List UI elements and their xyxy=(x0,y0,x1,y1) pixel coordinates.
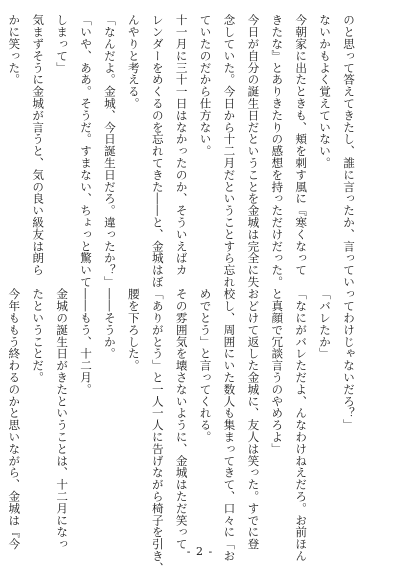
text-line: 念していた。今日から十二月だということすら忘れ xyxy=(222,14,237,288)
text-line: 今日が自分の誕生日だということを金城は完全に失 xyxy=(246,14,261,288)
text-line: レンダーをめくるのを忘れてきた――と、金城はぼ xyxy=(150,14,165,288)
text-line: と真顔で冗談言うのやめろよ」 xyxy=(270,288,285,455)
text-line: 十一月に三十一日はなかったのか、そういえばカ xyxy=(174,14,189,276)
text-line: ――もう、十二月。 xyxy=(79,288,94,396)
text-line: めでとう」と言ってくれる。 xyxy=(198,288,213,443)
text-line: その雰囲気を壊さないように、金城はただ笑って xyxy=(174,288,189,550)
text-line: ていたのだから仕方ない。 xyxy=(198,14,213,157)
text-line: ってわけじゃないだろ？」 xyxy=(342,288,356,431)
page-number: - 2 - xyxy=(186,545,214,558)
text-line: んやりと考える。 xyxy=(126,14,141,110)
text-line: 腰を下ろした。 xyxy=(126,288,141,372)
text-line: きたな』とありきたりの感想を持っただけだった。 xyxy=(270,14,285,288)
bottom-text-block xyxy=(7,288,360,574)
text-line: のと思って答えてきたし、誰に言ったか、言ってい xyxy=(342,14,356,288)
text-line: 金城の誕生日がきたということは、十二月になっ xyxy=(55,288,70,550)
top-text-block xyxy=(7,14,360,288)
text-line: かに笑った。 xyxy=(7,14,22,86)
text-line: 今朝家に出たときも、頬を刺す風に『寒くなって xyxy=(294,14,309,276)
text-line: ないかもよく覚えていない。 xyxy=(318,14,333,169)
text-line: 校し、周囲にいた数人も集まってきて、口々に「お xyxy=(222,288,237,562)
text-line: 「バレたか」 xyxy=(318,288,333,360)
text-line: 気まずそうに金城が言うと、気の良い級友は朗ら xyxy=(31,14,46,276)
text-line: 「ありがとう」と一人一人に告げながら椅子を引き、 xyxy=(150,288,165,574)
text-line: しまって」 xyxy=(55,14,70,74)
text-line: 今年ももう終わるのかと思いながら、金城は『今 xyxy=(7,288,22,550)
text-line: 「なんだよ。金城、今日誕生日だろ。違ったか？」 xyxy=(102,14,117,288)
text-line: 「なにがバレただよ、んなわけねえだろ。お前ほん xyxy=(294,288,309,562)
text-line: おどけて返した金城に、友人は笑った。すでに登 xyxy=(246,288,261,550)
text-line: たということだ。 xyxy=(31,288,46,384)
text-line: 「いや、ああ。そうだ。すまない、ちょっと驚いて xyxy=(79,14,94,288)
text-line: ――そうか。 xyxy=(102,288,117,360)
